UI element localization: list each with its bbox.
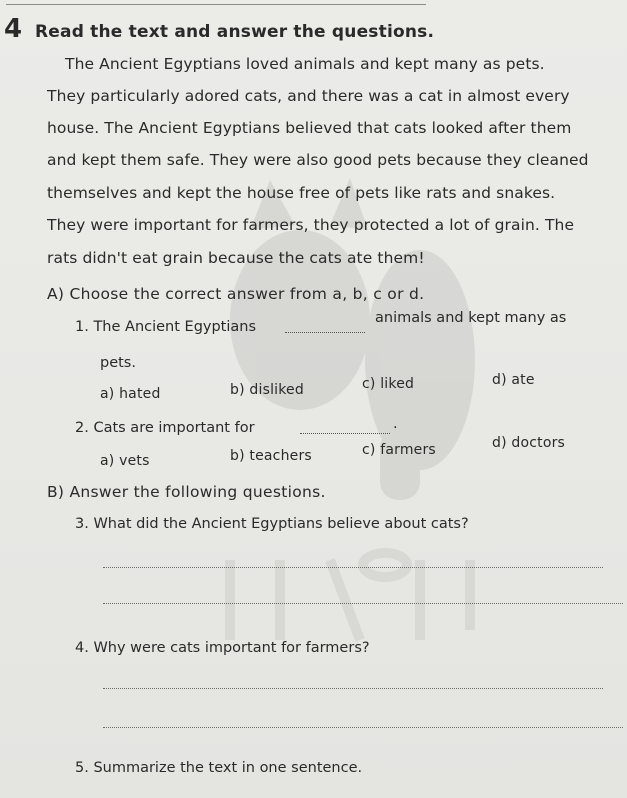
q2-option-d[interactable]: d) doctors: [492, 435, 566, 451]
q1-continuation: pets.: [100, 355, 136, 371]
q3-text: 3. What did the Ancient Egyptians believe about cats?: [75, 516, 469, 532]
q2-option-a[interactable]: a) vets: [100, 453, 150, 469]
q1-option-a[interactable]: a) hated: [100, 386, 161, 402]
q1-text-before: 1. The Ancient Egyptians: [75, 319, 257, 335]
q1-text-after: animals and kept many as: [375, 310, 567, 326]
q4-answer-line-2[interactable]: [103, 727, 623, 728]
q4-text: 4. Why were cats important for farmers?: [75, 640, 370, 656]
q1-option-c[interactable]: c) liked: [362, 376, 415, 392]
top-rule: [6, 4, 426, 5]
q2-option-b[interactable]: b) teachers: [230, 448, 312, 464]
q1-answer-blank[interactable]: [285, 332, 365, 333]
passage-line-5: themselves and kept the house free of pets like rats and snakes.: [47, 184, 556, 202]
q1-option-b[interactable]: b) disliked: [230, 382, 304, 398]
q2-option-c[interactable]: c) farmers: [362, 442, 436, 458]
q2-text-before: 2. Cats are important for: [75, 420, 255, 436]
q1-option-d[interactable]: d) ate: [492, 372, 535, 388]
passage-line-4: and kept them safe. They were also good pets because they cleaned: [47, 151, 589, 169]
passage-line-3: house. The Ancient Egyptians believed that cats looked after them: [47, 119, 572, 137]
q5-text: 5. Summarize the text in one sentence.: [75, 760, 363, 776]
q2-text-after: .: [393, 416, 398, 432]
exercise-number: 4: [4, 14, 23, 44]
exercise-heading: Read the text and answer the questions.: [35, 22, 435, 42]
passage-line-6: They were important for farmers, they protected a lot of grain. The: [47, 216, 575, 234]
section-b-title: B) Answer the following questions.: [47, 483, 326, 501]
q3-answer-line-1[interactable]: [103, 567, 603, 568]
passage-line-1: The Ancient Egyptians loved animals and kept many as pets.: [65, 55, 545, 73]
passage-line-7: rats didn't eat grain because the cats ate them!: [47, 249, 425, 267]
q3-answer-line-2[interactable]: [103, 603, 623, 604]
q2-answer-blank[interactable]: [300, 433, 390, 434]
q4-answer-line-1[interactable]: [103, 688, 603, 689]
passage-line-2: They particularly adored cats, and there was a cat in almost every: [47, 87, 570, 105]
section-a-title: A) Choose the correct answer from a, b, c or d.: [47, 285, 425, 303]
